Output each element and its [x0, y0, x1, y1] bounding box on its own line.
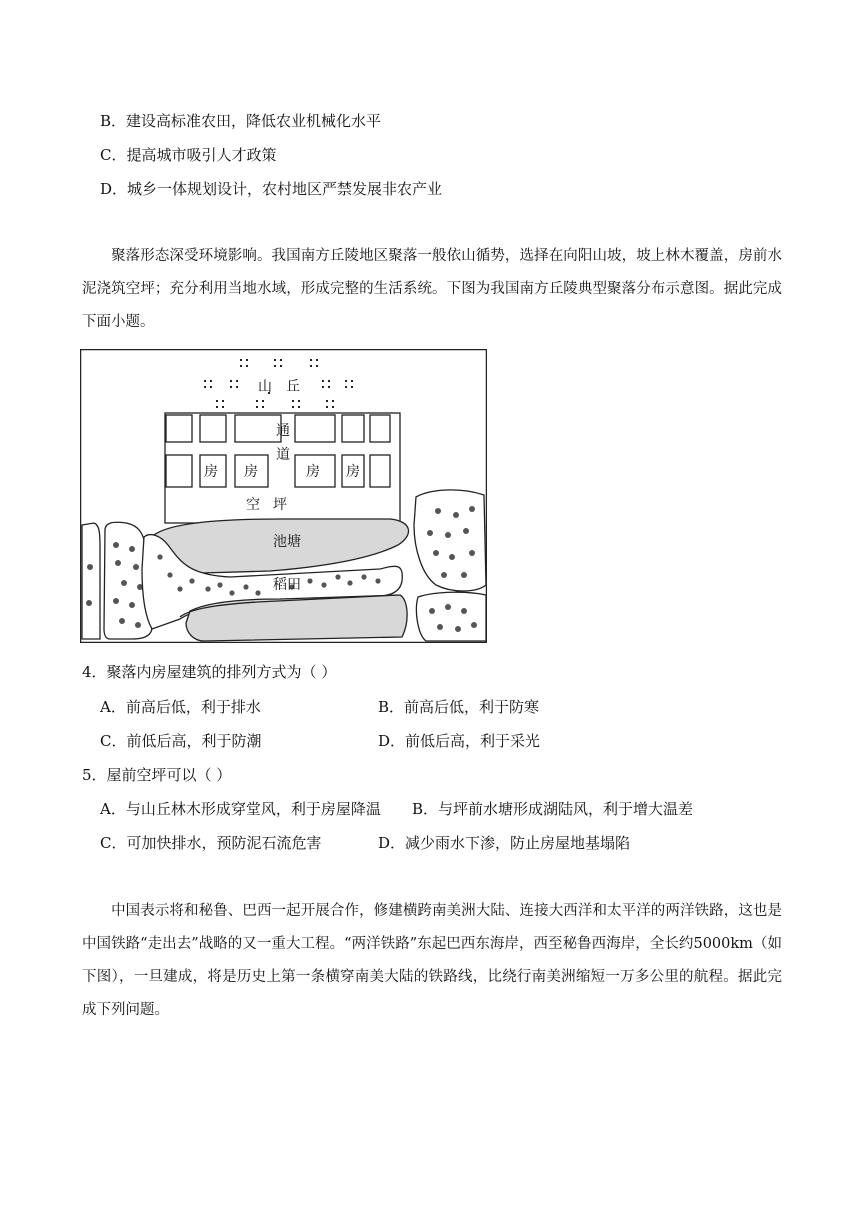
q4-option-d[interactable]: D．前低后高，利于采光	[378, 732, 541, 750]
label-house-3: 房	[306, 464, 320, 480]
passage-railway	[82, 895, 782, 1027]
label-pond: 池塘	[273, 534, 301, 550]
passage-railway-text: 中国表示将和秘鲁、巴西一起开展合作，修建横跨南美洲大陆、连接大西洋和太平洋的两洋铁路，这也是中国铁路“走出去”战略的又一重大工程。“两洋铁路”东起巴西东海岸，西至秘鲁西海岸，全长约5000km（如下图），一旦建成，将是历史上第一条横穿南美大陆的铁路线，比绕行南美洲缩短一万多公里的航程。据此完成下列问题。	[82, 903, 782, 1018]
label-road-1: 通	[276, 423, 290, 439]
forest-right-lower	[416, 592, 486, 641]
house-front-6	[370, 455, 390, 487]
label-square-1: 空	[246, 497, 260, 513]
q5-stem: 5．屋前空坪可以（ ）	[82, 766, 232, 784]
option-b-prev: B．建设高标准农田，降低农业机械化水平	[100, 112, 382, 130]
q5-option-d[interactable]: D．减少雨水下渗，防止房屋地基塌陷	[378, 834, 631, 852]
house-front-1	[166, 455, 192, 487]
q4-option-a[interactable]: A．前高后低，利于排水	[100, 698, 261, 716]
house-back-6	[370, 415, 390, 442]
forest-left-edge	[82, 523, 100, 639]
passage-settlement-text: 聚落形态深受环境影响。我国南方丘陵地区聚落一般依山循势，选择在向阳山坡，坡上林木覆盖，房前水泥浇筑空坪；充分利用当地水域，形成完整的生活系统。下图为我国南方丘陵典型聚落分布示意图。据此完成下面小题。	[82, 248, 782, 330]
label-paddy: 稻田	[273, 577, 301, 593]
house-back-2	[200, 415, 226, 442]
label-house-4: 房	[346, 464, 360, 480]
house-back-4	[295, 415, 335, 442]
option-d-prev: D．城乡一体规划设计，农村地区严禁发展非农产业	[100, 180, 443, 198]
q4-stem: 4．聚落内房屋建筑的排列方式为（ ）	[82, 663, 337, 681]
house-back-5	[342, 415, 364, 442]
label-hill-1: 山	[258, 379, 272, 395]
settlement-diagram	[80, 349, 487, 643]
q5-option-b[interactable]: B．与坪前水塘形成湖陆风，利于增大温差	[412, 800, 694, 818]
q4-option-c[interactable]: C．前低后高，利于防潮	[100, 732, 262, 750]
option-c-prev: C．提高城市吸引人才政策	[100, 146, 277, 164]
house-back-1	[166, 415, 192, 442]
q4-option-b[interactable]: B．前高后低，利于防寒	[378, 698, 540, 716]
label-square-2: 坪	[273, 497, 287, 513]
q5-option-c[interactable]: C．可加快排水，预防泥石流危害	[100, 834, 322, 852]
q5-option-a[interactable]: A．与山丘林木形成穿堂风，利于房屋降温	[100, 800, 381, 818]
label-hill-2: 丘	[286, 379, 300, 395]
label-house-2: 房	[244, 464, 258, 480]
label-road-2: 道	[276, 447, 290, 463]
house-back-3	[235, 415, 281, 442]
label-house-1: 房	[204, 464, 218, 480]
passage-settlement	[82, 240, 782, 339]
